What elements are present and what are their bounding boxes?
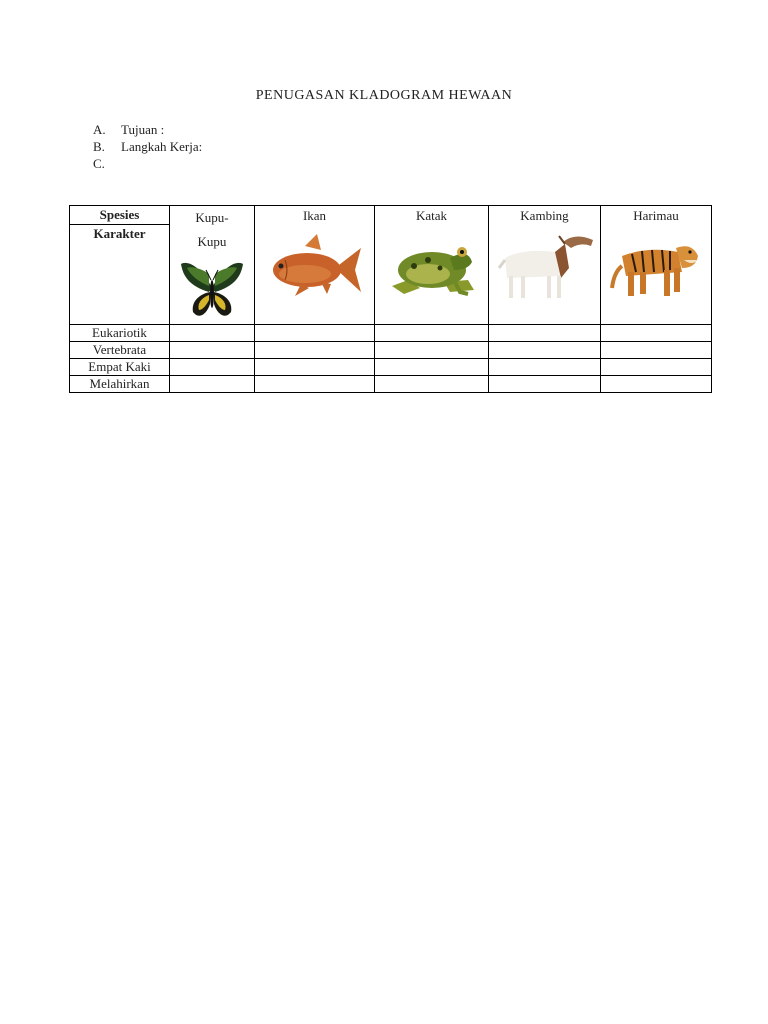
- list-item: [93, 138, 202, 155]
- list-letter: C.: [93, 156, 105, 171]
- answer-cell[interactable]: [255, 376, 375, 393]
- answer-cell[interactable]: [489, 376, 601, 393]
- table-header-row: [70, 206, 712, 325]
- species-label: Kupu-: [195, 210, 229, 225]
- list-item: [93, 155, 202, 172]
- answer-cell[interactable]: [489, 342, 601, 359]
- species-cell-kambing: [489, 206, 601, 325]
- answer-cell[interactable]: [601, 325, 712, 342]
- answer-cell[interactable]: [170, 325, 255, 342]
- tiger-icon: [601, 232, 711, 302]
- corner-karakter-label: Karakter: [93, 226, 146, 241]
- species-label-line2: Kupu: [197, 234, 227, 249]
- answer-cell[interactable]: [255, 325, 375, 342]
- answer-cell[interactable]: [170, 376, 255, 393]
- page-title: PENUGASAN KLADOGRAM HEWAAN: [255, 88, 513, 103]
- list-text: Langkah Kerja:: [121, 139, 203, 154]
- fish-icon: [255, 232, 374, 302]
- species-label: Katak: [415, 208, 448, 223]
- answer-cell[interactable]: [255, 342, 375, 359]
- answer-cell[interactable]: [601, 342, 712, 359]
- answer-cell[interactable]: [375, 342, 489, 359]
- list-text: Tujuan :: [121, 122, 165, 137]
- table-row: [70, 325, 712, 342]
- goat-icon: [489, 232, 600, 302]
- species-cell-katak: [375, 206, 489, 325]
- species-cell-harimau: [601, 206, 712, 325]
- answer-cell[interactable]: [375, 376, 489, 393]
- answer-cell[interactable]: [375, 359, 489, 376]
- species-label: Harimau: [633, 208, 679, 223]
- character-label: Eukariotik: [70, 325, 170, 342]
- cladogram-table: [69, 205, 712, 393]
- frog-icon: [375, 236, 488, 300]
- corner-cell: [70, 206, 170, 325]
- instruction-list: [93, 121, 202, 172]
- answer-cell[interactable]: [601, 359, 712, 376]
- species-label: Ikan: [302, 208, 327, 223]
- species-cell-kupu-kupu: [170, 206, 255, 325]
- answer-cell[interactable]: [255, 359, 375, 376]
- list-letter: B.: [93, 139, 105, 154]
- corner-spesies-label: Spesies: [70, 206, 169, 225]
- table-row: [70, 342, 712, 359]
- character-label: Melahirkan: [70, 376, 170, 393]
- answer-cell[interactable]: [489, 325, 601, 342]
- list-letter: A.: [93, 122, 106, 137]
- species-cell-ikan: [255, 206, 375, 325]
- table-row: [70, 359, 712, 376]
- answer-cell[interactable]: [489, 359, 601, 376]
- answer-cell[interactable]: [375, 325, 489, 342]
- list-item: [93, 121, 202, 138]
- butterfly-icon: [170, 258, 254, 324]
- character-label: Empat Kaki: [70, 359, 170, 376]
- answer-cell[interactable]: [601, 376, 712, 393]
- answer-cell[interactable]: [170, 342, 255, 359]
- answer-cell[interactable]: [170, 359, 255, 376]
- table-row: [70, 376, 712, 393]
- species-label: Kambing: [520, 208, 569, 223]
- character-label: Vertebrata: [70, 342, 170, 359]
